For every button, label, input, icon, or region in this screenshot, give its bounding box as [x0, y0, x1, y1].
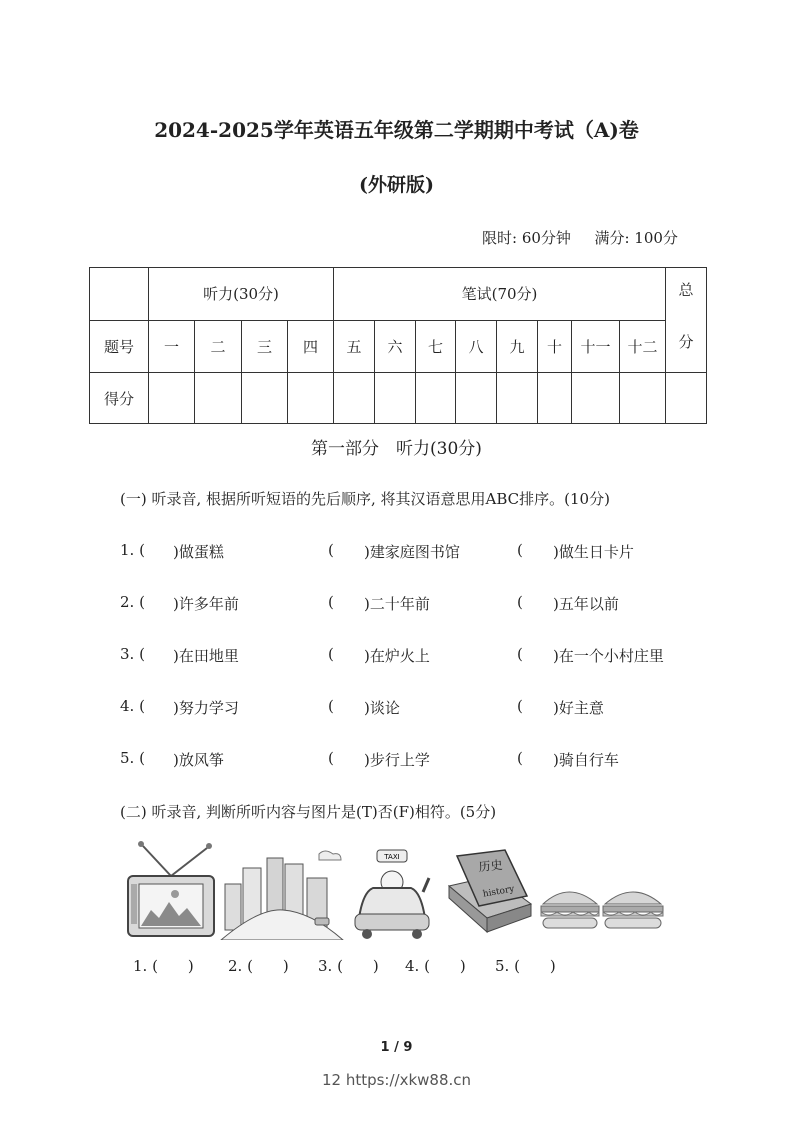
- q-cell: 一: [149, 320, 195, 373]
- book-cover-en: history: [482, 884, 516, 900]
- open-paren: (: [517, 749, 523, 767]
- question-number: 1. (: [120, 541, 145, 559]
- listening-header: 听力(30分): [149, 268, 334, 321]
- row-label-question: 题号: [90, 320, 149, 373]
- hamburgers-picture: [539, 880, 667, 940]
- picture-answer[interactable]: 3. ( ): [318, 957, 379, 975]
- open-paren: (: [328, 749, 334, 767]
- score-cell[interactable]: [375, 373, 416, 424]
- score-cell[interactable]: [572, 373, 620, 424]
- score-cell[interactable]: [242, 373, 288, 424]
- option-a: )在田地里: [173, 647, 239, 665]
- question-number-row: [90, 320, 707, 373]
- option-a: )许多年前: [173, 595, 239, 613]
- option-b: )建家庭图书馆: [364, 543, 460, 561]
- exam-title: 2024-2025学年英语五年级第二学期期中考试（A)卷: [154, 118, 639, 142]
- taxi-sign: TAXI: [384, 853, 400, 861]
- open-paren: (: [517, 645, 523, 663]
- option-a: )放风筝: [173, 751, 224, 769]
- row-label-score: 得分: [90, 373, 149, 424]
- open-paren: (: [517, 697, 523, 715]
- book-cover-cn: 历史: [477, 857, 504, 875]
- footer-watermark: 12 https://xkw88.cn: [321, 1071, 472, 1089]
- option-c: )做生日卡片: [553, 543, 634, 561]
- q-cell: 十: [538, 320, 572, 373]
- picture-answer[interactable]: 4. ( ): [405, 957, 466, 975]
- score-table: [89, 267, 707, 424]
- open-paren: (: [517, 593, 523, 611]
- option-b: )谈论: [364, 699, 400, 717]
- television-picture: [125, 840, 217, 940]
- q-cell: 八: [456, 320, 497, 373]
- question-number: 3. (: [120, 645, 145, 663]
- option-a: )做蛋糕: [173, 543, 224, 561]
- open-paren: (: [328, 697, 334, 715]
- question-number: 5. (: [120, 749, 145, 767]
- open-paren: (: [328, 645, 334, 663]
- history-books-picture: [443, 846, 533, 940]
- exam-limits: [482, 227, 678, 248]
- option-c: )好主意: [553, 699, 604, 717]
- score-row: [90, 373, 707, 424]
- section1-instruction: (一) 听录音, 根据所听短语的先后顺序, 将其汉语意思用ABC排序。(10分): [120, 490, 610, 508]
- q-cell: 六: [375, 320, 416, 373]
- exam-subtitle: (外研版): [359, 174, 434, 196]
- open-paren: (: [517, 541, 523, 559]
- writing-header: 笔试(70分): [334, 268, 666, 321]
- score-cell[interactable]: [416, 373, 456, 424]
- section2-instruction: (二) 听录音, 判断所听内容与图片是(T)否(F)相符。(5分): [120, 803, 497, 821]
- q-cell: 九: [497, 320, 538, 373]
- option-c: )五年以前: [553, 595, 619, 613]
- page-number: 1 / 9: [380, 1040, 413, 1055]
- taxi-picture: [351, 848, 433, 940]
- score-cell[interactable]: [538, 373, 572, 424]
- picture-answer[interactable]: 5. ( ): [495, 957, 556, 975]
- q-cell: 四: [288, 320, 334, 373]
- score-cell[interactable]: [497, 373, 538, 424]
- score-cell[interactable]: [288, 373, 334, 424]
- option-a: )努力学习: [173, 699, 239, 717]
- part1-heading: 第一部分 听力(30分): [311, 439, 482, 459]
- q-cell: 五: [334, 320, 375, 373]
- q-cell: 二: [195, 320, 242, 373]
- q-cell: 十二: [620, 320, 666, 373]
- open-paren: (: [328, 593, 334, 611]
- full-score: 满分: 100分: [594, 229, 678, 247]
- q-cell: 三: [242, 320, 288, 373]
- question-number: 2. (: [120, 593, 145, 611]
- score-cell[interactable]: [620, 373, 666, 424]
- score-cell[interactable]: [195, 373, 242, 424]
- option-c: )在一个小村庄里: [553, 647, 664, 665]
- score-cell[interactable]: [334, 373, 375, 424]
- option-b: )步行上学: [364, 751, 430, 769]
- time-limit: 限时: 60分钟: [482, 229, 571, 247]
- q-cell: 十一: [572, 320, 620, 373]
- open-paren: (: [328, 541, 334, 559]
- option-b: )二十年前: [364, 595, 430, 613]
- q-cell: 七: [416, 320, 456, 373]
- picture-answer[interactable]: 1. ( ): [133, 957, 194, 975]
- option-b: )在炉火上: [364, 647, 430, 665]
- question-number: 4. (: [120, 697, 145, 715]
- corner-cell: [90, 268, 149, 321]
- score-cell[interactable]: [149, 373, 195, 424]
- total-header: 总 分: [666, 268, 707, 373]
- option-c: )骑自行车: [553, 751, 619, 769]
- city-picture: [219, 850, 345, 940]
- picture-answer[interactable]: 2. ( ): [228, 957, 289, 975]
- total-score-cell[interactable]: [666, 373, 707, 424]
- score-cell[interactable]: [456, 373, 497, 424]
